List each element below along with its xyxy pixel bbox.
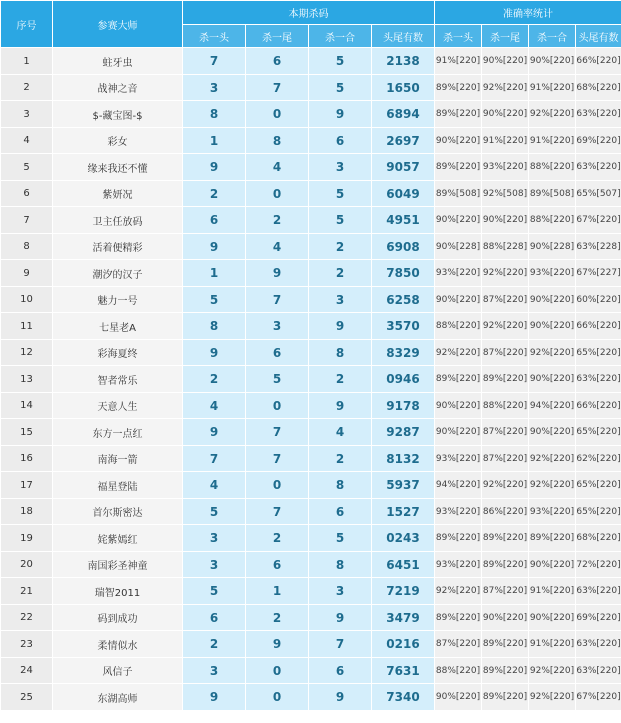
head-tail-value: 0216: [372, 631, 435, 658]
kill-tail-value: 7: [246, 75, 309, 101]
acc-kill-head-value: 90%[220]: [435, 684, 482, 711]
kill-tail-value: 7: [246, 446, 309, 472]
row-index: 11: [1, 313, 53, 340]
acc-kill-sum-value: 89%[220]: [529, 525, 576, 552]
master-header: 参赛大师: [53, 1, 183, 48]
head-tail-value: 9178: [372, 393, 435, 419]
head-tail-value: 6894: [372, 101, 435, 128]
kill-sum-value: 6: [309, 128, 372, 154]
kill-tail-value: 0: [246, 472, 309, 499]
acc-kill-sum-value: 92%[220]: [529, 472, 576, 499]
row-index: 16: [1, 446, 53, 472]
row-index: 9: [1, 260, 53, 287]
acc-kill-head-value: 94%[220]: [435, 472, 482, 499]
table-row: [1, 154, 621, 181]
acc-kill-tail-value: 88%[228]: [482, 234, 529, 260]
kill-tail-value: 2: [246, 605, 309, 631]
acc-kill-head-value: 89%[220]: [435, 366, 482, 393]
col-head-tail: 头尾有数: [372, 25, 435, 48]
acc-kill-sum-value: 90%[220]: [529, 287, 576, 313]
acc-kill-head-value: 90%[220]: [435, 128, 482, 154]
master-name: 彩女: [53, 128, 183, 154]
table-row: [1, 578, 621, 605]
acc-kill-head-value: 88%[220]: [435, 658, 482, 684]
acc-head-tail-value: 69%[220]: [576, 128, 621, 154]
acc-head-tail-value: 65%[220]: [576, 419, 621, 446]
acc-head-tail-value: 66%[220]: [576, 313, 621, 340]
kill-head-value: 9: [183, 684, 246, 711]
acc-kill-tail-value: 89%[220]: [482, 658, 529, 684]
kill-sum-value: 9: [309, 393, 372, 419]
row-index: 15: [1, 419, 53, 446]
acc-kill-tail-value: 92%[220]: [482, 260, 529, 287]
acc-kill-head-value: 92%[220]: [435, 340, 482, 366]
head-tail-value: 8132: [372, 446, 435, 472]
acc-kill-head-value: 91%[220]: [435, 48, 482, 75]
kill-head-value: 5: [183, 287, 246, 313]
acc-kill-head-value: 90%[228]: [435, 234, 482, 260]
col-kill-sum: 杀一合: [309, 25, 372, 48]
acc-head-tail-value: 68%[220]: [576, 75, 621, 101]
kill-sum-value: 2: [309, 446, 372, 472]
kill-tail-value: 0: [246, 658, 309, 684]
kill-head-value: 6: [183, 207, 246, 234]
kill-sum-value: 8: [309, 340, 372, 366]
master-name: 瑞智2011: [53, 578, 183, 605]
kill-sum-value: 2: [309, 366, 372, 393]
acc-kill-sum-value: 89%[508]: [529, 181, 576, 207]
kill-sum-value: 5: [309, 525, 372, 552]
kill-head-value: 5: [183, 578, 246, 605]
acc-kill-sum-value: 91%[220]: [529, 128, 576, 154]
acc-kill-tail-value: 92%[220]: [482, 75, 529, 101]
head-tail-value: 4951: [372, 207, 435, 234]
head-tail-value: 7340: [372, 684, 435, 711]
head-tail-value: 7219: [372, 578, 435, 605]
acc-kill-tail-value: 89%[220]: [482, 631, 529, 658]
kill-head-value: 6: [183, 605, 246, 631]
table-row: [1, 525, 621, 552]
kill-tail-value: 6: [246, 552, 309, 578]
acc-kill-sum-value: 93%[220]: [529, 260, 576, 287]
acc-head-tail-value: 63%[220]: [576, 658, 621, 684]
acc-head-tail-value: 63%[220]: [576, 578, 621, 605]
acc-kill-sum-value: 92%[220]: [529, 684, 576, 711]
kill-head-value: 9: [183, 234, 246, 260]
acc-kill-tail-value: 90%[220]: [482, 48, 529, 75]
head-tail-value: 2697: [372, 128, 435, 154]
kill-tail-value: 6: [246, 340, 309, 366]
row-index: 25: [1, 684, 53, 711]
acc-kill-tail-value: 87%[220]: [482, 446, 529, 472]
kill-tail-value: 9: [246, 260, 309, 287]
kill-head-value: 8: [183, 313, 246, 340]
master-name: 南海一箭: [53, 446, 183, 472]
row-index: 2: [1, 75, 53, 101]
kill-head-value: 8: [183, 101, 246, 128]
acc-head-tail-value: 68%[220]: [576, 525, 621, 552]
kill-tail-value: 0: [246, 101, 309, 128]
table-row: [1, 684, 621, 711]
head-tail-value: 9057: [372, 154, 435, 181]
col-kill-head: 杀一头: [183, 25, 246, 48]
table-row: [1, 419, 621, 446]
col-acc-kill-tail: 杀一尾: [482, 25, 529, 48]
index-header: 序号: [1, 1, 53, 48]
acc-kill-sum-value: 93%[220]: [529, 499, 576, 525]
table-row: [1, 552, 621, 578]
kill-head-value: 7: [183, 48, 246, 75]
acc-head-tail-value: 72%[220]: [576, 552, 621, 578]
row-index: 20: [1, 552, 53, 578]
acc-kill-sum-value: 90%[220]: [529, 48, 576, 75]
acc-kill-tail-value: 92%[508]: [482, 181, 529, 207]
col-acc-head-tail: 头尾有数: [576, 25, 621, 48]
table-row: [1, 499, 621, 525]
master-name: 姹紫嫣红: [53, 525, 183, 552]
table-row: [1, 287, 621, 313]
row-index: 23: [1, 631, 53, 658]
kill-tail-value: 7: [246, 419, 309, 446]
row-index: 21: [1, 578, 53, 605]
accuracy-header: 准确率统计: [435, 1, 621, 25]
acc-kill-tail-value: 89%[220]: [482, 552, 529, 578]
kill-sum-value: 8: [309, 552, 372, 578]
acc-kill-sum-value: 92%[220]: [529, 340, 576, 366]
row-index: 10: [1, 287, 53, 313]
row-index: 14: [1, 393, 53, 419]
row-index: 1: [1, 48, 53, 75]
kill-sum-value: 5: [309, 48, 372, 75]
row-index: 18: [1, 499, 53, 525]
table-row: [1, 181, 621, 207]
acc-kill-sum-value: 90%[220]: [529, 419, 576, 446]
acc-head-tail-value: 63%[220]: [576, 154, 621, 181]
master-name: 魅力一号: [53, 287, 183, 313]
kill-sum-value: 3: [309, 287, 372, 313]
kill-head-value: 5: [183, 499, 246, 525]
head-tail-value: 1527: [372, 499, 435, 525]
kill-tail-value: 0: [246, 181, 309, 207]
acc-kill-tail-value: 92%[220]: [482, 472, 529, 499]
kill-head-value: 9: [183, 419, 246, 446]
acc-kill-head-value: 93%[220]: [435, 552, 482, 578]
acc-kill-tail-value: 93%[220]: [482, 154, 529, 181]
master-name: 东方一点红: [53, 419, 183, 446]
kill-sum-value: 7: [309, 631, 372, 658]
kill-sum-value: 3: [309, 154, 372, 181]
table-row: [1, 260, 621, 287]
head-tail-value: 7631: [372, 658, 435, 684]
acc-kill-sum-value: 90%[220]: [529, 552, 576, 578]
head-tail-value: 6049: [372, 181, 435, 207]
master-name: 蛀牙虫: [53, 48, 183, 75]
master-name: 智者常乐: [53, 366, 183, 393]
table-row: [1, 446, 621, 472]
col-acc-kill-head: 杀一头: [435, 25, 482, 48]
acc-kill-tail-value: 90%[220]: [482, 101, 529, 128]
kill-sum-value: 4: [309, 419, 372, 446]
acc-kill-sum-value: 88%[220]: [529, 207, 576, 234]
row-index: 5: [1, 154, 53, 181]
kill-sum-value: 2: [309, 260, 372, 287]
row-index: 24: [1, 658, 53, 684]
acc-kill-head-value: 87%[220]: [435, 631, 482, 658]
acc-kill-sum-value: 91%[220]: [529, 578, 576, 605]
acc-kill-head-value: 93%[220]: [435, 446, 482, 472]
kill-sum-value: 9: [309, 101, 372, 128]
row-index: 19: [1, 525, 53, 552]
acc-kill-head-value: 90%[220]: [435, 419, 482, 446]
head-tail-value: 3570: [372, 313, 435, 340]
acc-head-tail-value: 67%[227]: [576, 260, 621, 287]
table-row: [1, 48, 621, 75]
table-row: [1, 101, 621, 128]
acc-kill-tail-value: 92%[220]: [482, 313, 529, 340]
acc-kill-tail-value: 87%[220]: [482, 340, 529, 366]
acc-kill-tail-value: 86%[220]: [482, 499, 529, 525]
kill-tail-value: 2: [246, 207, 309, 234]
row-index: 22: [1, 605, 53, 631]
head-tail-value: 6908: [372, 234, 435, 260]
acc-kill-tail-value: 91%[220]: [482, 128, 529, 154]
acc-kill-head-value: 93%[220]: [435, 260, 482, 287]
kill-head-value: 3: [183, 75, 246, 101]
kill-tail-value: 9: [246, 631, 309, 658]
master-name: 码到成功: [53, 605, 183, 631]
acc-head-tail-value: 65%[220]: [576, 472, 621, 499]
row-index: 3: [1, 101, 53, 128]
acc-head-tail-value: 63%[220]: [576, 101, 621, 128]
acc-kill-head-value: 89%[220]: [435, 101, 482, 128]
master-name: 战神之音: [53, 75, 183, 101]
head-tail-value: 5937: [372, 472, 435, 499]
col-acc-kill-sum: 杀一合: [529, 25, 576, 48]
row-index: 17: [1, 472, 53, 499]
row-index: 6: [1, 181, 53, 207]
acc-kill-head-value: 88%[220]: [435, 313, 482, 340]
master-name: 柔情似水: [53, 631, 183, 658]
table-row: [1, 658, 621, 684]
kill-tail-value: 0: [246, 393, 309, 419]
acc-kill-head-value: 89%[220]: [435, 605, 482, 631]
head-tail-value: 6258: [372, 287, 435, 313]
kill-head-value: 9: [183, 340, 246, 366]
acc-kill-tail-value: 89%[220]: [482, 366, 529, 393]
acc-kill-tail-value: 87%[220]: [482, 287, 529, 313]
acc-kill-tail-value: 87%[220]: [482, 419, 529, 446]
kill-head-value: 9: [183, 154, 246, 181]
kill-sum-value: 6: [309, 499, 372, 525]
kill-tail-value: 1: [246, 578, 309, 605]
acc-kill-tail-value: 88%[220]: [482, 393, 529, 419]
master-name: 紫妍况: [53, 181, 183, 207]
kill-tail-value: 0: [246, 684, 309, 711]
master-name: 彩海夏终: [53, 340, 183, 366]
table-row: [1, 472, 621, 499]
master-name: 东湖高师: [53, 684, 183, 711]
kill-sum-value: 9: [309, 313, 372, 340]
acc-head-tail-value: 60%[220]: [576, 287, 621, 313]
kill-sum-value: 5: [309, 75, 372, 101]
acc-kill-head-value: 89%[220]: [435, 525, 482, 552]
kill-head-value: 4: [183, 393, 246, 419]
acc-head-tail-value: 69%[220]: [576, 605, 621, 631]
acc-kill-sum-value: 91%[220]: [529, 75, 576, 101]
kill-sum-value: 2: [309, 234, 372, 260]
master-name: 天意人生: [53, 393, 183, 419]
table-row: [1, 313, 621, 340]
kill-tail-value: 8: [246, 128, 309, 154]
acc-kill-sum-value: 88%[220]: [529, 154, 576, 181]
acc-kill-head-value: 93%[220]: [435, 499, 482, 525]
kill-sum-value: 6: [309, 658, 372, 684]
acc-head-tail-value: 66%[220]: [576, 393, 621, 419]
acc-kill-tail-value: 87%[220]: [482, 578, 529, 605]
master-name: 福星登陆: [53, 472, 183, 499]
acc-kill-sum-value: 90%[220]: [529, 313, 576, 340]
row-index: 7: [1, 207, 53, 234]
kill-sum-value: 3: [309, 578, 372, 605]
acc-kill-head-value: 90%[220]: [435, 287, 482, 313]
master-name: 缘来我还不懂: [53, 154, 183, 181]
kill-head-value: 1: [183, 260, 246, 287]
master-name: 潮汐的汉子: [53, 260, 183, 287]
master-name: $-藏宝图-$: [53, 101, 183, 128]
col-kill-tail: 杀一尾: [246, 25, 309, 48]
acc-kill-head-value: 90%[220]: [435, 393, 482, 419]
table-row: [1, 340, 621, 366]
head-tail-value: 9287: [372, 419, 435, 446]
acc-head-tail-value: 65%[507]: [576, 181, 621, 207]
kill-head-value: 7: [183, 446, 246, 472]
kill-head-value: 3: [183, 658, 246, 684]
table-row: [1, 393, 621, 419]
acc-head-tail-value: 65%[220]: [576, 499, 621, 525]
acc-kill-sum-value: 92%[220]: [529, 658, 576, 684]
kill-sum-value: 5: [309, 207, 372, 234]
head-tail-value: 2138: [372, 48, 435, 75]
acc-kill-sum-value: 92%[220]: [529, 446, 576, 472]
acc-head-tail-value: 63%[220]: [576, 631, 621, 658]
master-name: 南国彩圣神童: [53, 552, 183, 578]
kill-sum-value: 9: [309, 605, 372, 631]
current-kill-header: 本期杀码: [183, 1, 435, 25]
acc-head-tail-value: 65%[220]: [576, 340, 621, 366]
master-name: 风信子: [53, 658, 183, 684]
acc-kill-head-value: 89%[220]: [435, 75, 482, 101]
acc-kill-sum-value: 90%[220]: [529, 366, 576, 393]
row-index: 8: [1, 234, 53, 260]
acc-kill-sum-value: 90%[220]: [529, 605, 576, 631]
acc-kill-head-value: 90%[220]: [435, 207, 482, 234]
master-name: 活着便精彩: [53, 234, 183, 260]
kill-head-value: 2: [183, 366, 246, 393]
kill-head-value: 3: [183, 525, 246, 552]
table-row: [1, 128, 621, 154]
acc-kill-sum-value: 90%[228]: [529, 234, 576, 260]
row-index: 13: [1, 366, 53, 393]
acc-head-tail-value: 62%[220]: [576, 446, 621, 472]
kill-tail-value: 3: [246, 313, 309, 340]
kill-head-value: 4: [183, 472, 246, 499]
master-name: 首尔斯密达: [53, 499, 183, 525]
acc-kill-tail-value: 90%[220]: [482, 605, 529, 631]
acc-kill-head-value: 92%[220]: [435, 578, 482, 605]
acc-kill-head-value: 89%[508]: [435, 181, 482, 207]
acc-kill-tail-value: 89%[220]: [482, 684, 529, 711]
acc-kill-sum-value: 92%[220]: [529, 101, 576, 128]
acc-head-tail-value: 63%[220]: [576, 366, 621, 393]
head-tail-value: 3479: [372, 605, 435, 631]
kill-tail-value: 2: [246, 525, 309, 552]
acc-kill-head-value: 89%[220]: [435, 154, 482, 181]
head-tail-value: 7850: [372, 260, 435, 287]
table-row: [1, 366, 621, 393]
kill-sum-value: 9: [309, 684, 372, 711]
table-row: [1, 207, 621, 234]
kill-head-value: 2: [183, 181, 246, 207]
table-row: [1, 75, 621, 101]
table-row: [1, 631, 621, 658]
kill-sum-value: 5: [309, 181, 372, 207]
acc-head-tail-value: 63%[228]: [576, 234, 621, 260]
kill-tail-value: 4: [246, 234, 309, 260]
kill-head-value: 2: [183, 631, 246, 658]
kill-head-value: 1: [183, 128, 246, 154]
acc-kill-tail-value: 89%[220]: [482, 525, 529, 552]
acc-kill-sum-value: 94%[220]: [529, 393, 576, 419]
acc-kill-sum-value: 91%[220]: [529, 631, 576, 658]
head-tail-value: 0946: [372, 366, 435, 393]
acc-kill-tail-value: 90%[220]: [482, 207, 529, 234]
kill-head-value: 3: [183, 552, 246, 578]
kill-tail-value: 4: [246, 154, 309, 181]
master-name: 七星老A: [53, 313, 183, 340]
table-row: [1, 234, 621, 260]
table-row: [1, 605, 621, 631]
kill-tail-value: 7: [246, 499, 309, 525]
head-tail-value: 8329: [372, 340, 435, 366]
kill-sum-value: 8: [309, 472, 372, 499]
kill-tail-value: 7: [246, 287, 309, 313]
kill-tail-value: 5: [246, 366, 309, 393]
head-tail-value: 6451: [372, 552, 435, 578]
head-tail-value: 0243: [372, 525, 435, 552]
acc-head-tail-value: 67%[220]: [576, 207, 621, 234]
row-index: 12: [1, 340, 53, 366]
row-index: 4: [1, 128, 53, 154]
acc-head-tail-value: 67%[220]: [576, 684, 621, 711]
head-tail-value: 1650: [372, 75, 435, 101]
kill-tail-value: 6: [246, 48, 309, 75]
acc-head-tail-value: 66%[220]: [576, 48, 621, 75]
master-name: 卫主任放码: [53, 207, 183, 234]
